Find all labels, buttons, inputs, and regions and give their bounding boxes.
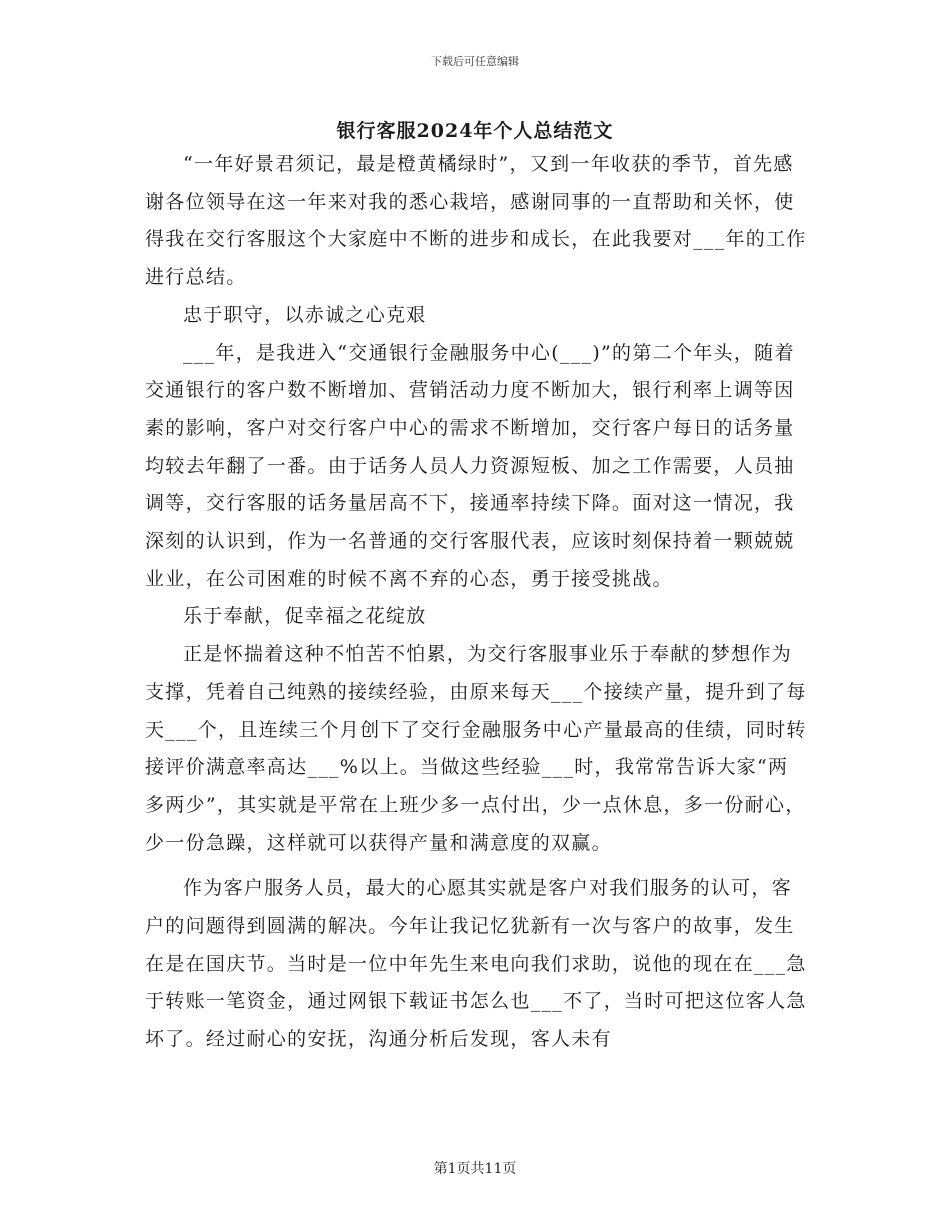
section-heading-2: 乐于奉献，促幸福之花绽放 xyxy=(183,605,427,628)
document-title: 银行客服2024年个人总结范文 xyxy=(336,120,614,142)
header-note: 下载后可任意编辑 xyxy=(431,55,519,68)
page-number: 第1页共11页 xyxy=(433,1161,517,1177)
section-heading-1: 忠于职守，以赤诚之心克艰 xyxy=(183,303,427,326)
document-body xyxy=(145,146,807,1059)
paragraph-section-2: 正是怀揣着这种不怕苦不怕累，为交行客服事业乐于奉献的梦想作为支撑，凭着自己纯熟的接续经验，由原来每天___个接续产量，提升到了每天___个，且连续三个月创下了交行金融服务中心产量最高的佳绩，同时转接评价满意率高达___%以上。当做这些经验___时，我常常告诉大家“两多两少”，其实就是平常在上班少多一点付出，少一点休息，多一份耐心，少一份急躁，这样就可以获得产量和满意度的双赢。 xyxy=(145,643,807,854)
paragraph-section-1: ___年，是我进入“交通银行金融服务中心(___)”的第二个年头，随着交通银行的客户数不断增加、营销活动力度不断加大，银行利率上调等因素的影响，客户对交行客户中心的需求不断增加，交行客户每日的话务量均较去年翻了一番。由于话务人员人力资源短板、加之工作需要，人员抽调等，交行客服的话务量居高不下，接通率持续下降。面对这一情况，我深刻的认识到，作为一名普通的交行客服代表，应该时刻保持着一颗兢兢业业，在公司困难的时候不离不弃的心态，勇于接受挑战。 xyxy=(145,341,795,590)
paragraph-intro: “一年好景君须记，最是橙黄橘绿时”，又到一年收获的季节，首先感谢各位领导在这一年来对我的悉心栽培，感谢同事的一直帮助和关怀，使得我在交行客服这个大家庭中不断的进步和成长，在此我要对___年的工作进行总结。 xyxy=(145,153,807,289)
paragraph-customer-story: 作为客户服务人员，最大的心愿其实就是客户对我们服务的认可，客户的问题得到圆满的解决。今年让我记忆犹新有一次与客户的故事，发生在是在国庆节。当时是一位中年先生来电向我们求助，说他的现在在___急于转账一笔资金，通过网银下载证书怎么也___不了，当时可把这位客人急坏了。经过耐心的安抚，沟通分析后发现，客人未有 xyxy=(145,877,807,1051)
